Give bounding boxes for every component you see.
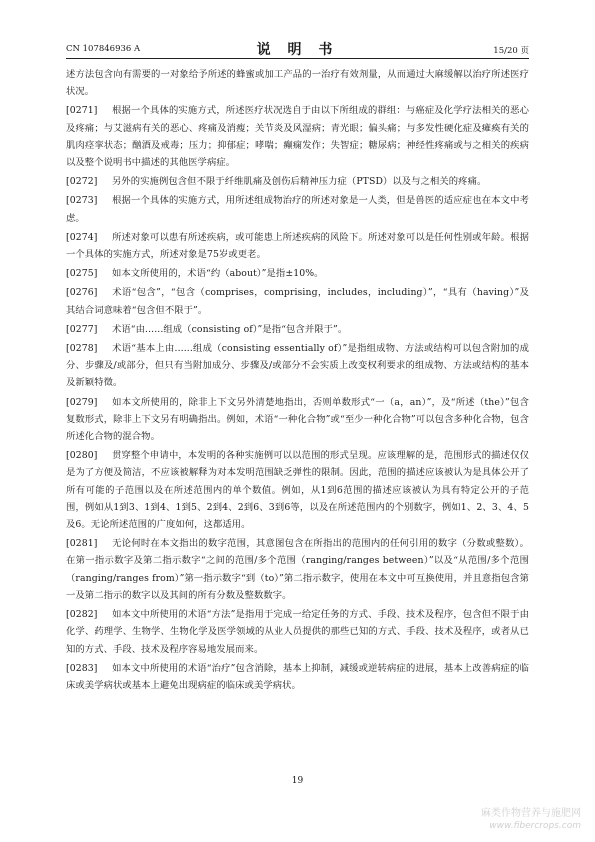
paragraph-number: [0271] [66,105,98,117]
paragraph-0278 [66,340,529,392]
paragraph-text: 无论何时在本文指出的数字范围，其意图包含在所指出的范围内的任何引用的数字（分数或整数）。在第一指示数字及第二指示数字“之间的范围/多个范围（ranging/ranges between）”以及“从范围/多个范围（ranging/ranges from）”第一指示数字“到（to）”第二指示数字，使用在本文中可互换使用，并且意指包含第一及第二指示的数字以及其间的所有分数及整数数字。 [66,538,529,601]
paragraph-0282 [66,606,529,658]
publication-number: CN 107846936 A [66,44,141,54]
paragraph-0276 [66,284,529,318]
document-body [66,66,529,696]
watermark-url: www.fibercrops.com [489,821,581,831]
paragraph-number: [0274] [66,231,98,243]
paragraph-text: 术语“基本上由......组成（consisting essentially of）”是指组成物、方法或结构可以包含附加的成分、步骤及/或部分，但只有当附加成分、步骤及/或部分不会实质上改变权利要求的组成物、方法或结构的基本及新颖特徵。 [66,343,529,389]
paragraph-text: 根据一个具体的实施方式，用所述组成物治疗的所述对象是一人类，但是兽医的适应症也在本文中考虑。 [66,195,529,224]
paragraph-number: [0283] [66,662,98,674]
paragraph-text: 术语“包含”，“包含（comprises，comprising，includes，including）”，“具有（having）”及其结合词意味着“包含但不限于”。 [66,287,529,316]
paragraph-text: 如本文中所使用的术语“方法”是指用于完成一给定任务的方式、手段、技术及程序，包含但不限于由化学、药理学、生物学、生物化学及医学领域的从业人员提供的那些已知的方式、手段、技术及程序，或者从已知的方式、手段、技术及程序容易地发展而来。 [66,609,529,655]
site-watermark [481,808,581,832]
paragraph-text: 述方法包含向有需要的一对象给予所述的蜂蜜或加工产品的一治疗有效剂量，从而通过大麻缓解以治疗所述医疗状况。 [66,69,529,98]
paragraph-text: 根据一个具体的实施方式，所述医疗状况选自于由以下所组成的群组：与癌症及化学疗法相关的恶心及疼痛；与艾滋病有关的恶心、疼痛及消瘦；关节炎及风湿病；青光眼；偏头痛；与多发性硬化症及瘫痪有关的肌肉痉挛状态；酗酒及戒毒；压力；抑郁症；哮喘；癫痫发作；失智症；糖尿病；神经性疼痛或与之相关的疾病以及整个说明书中描述的其他医学病症。 [66,105,529,169]
paragraph-text: 如本文所使用的，术语“约（about）”是指±10%。 [112,268,324,280]
page-number: 19 [291,776,304,786]
paragraph-0272 [66,173,529,190]
paragraph-0275 [66,265,529,282]
paragraph-number: [0280] [66,450,98,462]
paragraph-0280 [66,447,529,533]
paragraph-number: [0277] [66,323,98,335]
paragraph-text: 所述对象可以患有所述疾病，或可能患上所述疾病的风险下。所述对象可以是任何性别或年龄。根据一个具体的实施方式，所述对象是75岁或更老。 [66,231,529,261]
watermark-site-name: 麻类作物营养与施肥网 [481,808,581,819]
paragraph-number: [0278] [66,343,98,355]
paragraph-number: [0275] [66,268,98,280]
paragraph-0274 [66,229,529,263]
paragraph-text: 如本文中所使用的术语“治疗”包含消除，基本上抑制，减缓或逆转病症的进展，基本上改善病症的临床或美学病状或基本上避免出现病症的临床或美学病状。 [66,662,529,691]
paragraph-number: [0272] [66,176,98,188]
paragraph-number: [0276] [66,287,98,299]
document-title: 说 明 书 [256,42,339,58]
paragraph-0279 [66,394,529,446]
paragraph-0271 [66,102,529,171]
paragraph-0283 [66,660,529,694]
paragraph-number: [0273] [66,195,98,207]
page-of-total: 15/20 页 [493,46,529,56]
paragraph-number: [0282] [66,609,98,621]
paragraph-0281 [66,535,529,604]
page-header [66,38,529,59]
paragraph-continuation [66,66,529,100]
paragraph-text: 贯穿整个申请中，本发明的各种实施例可以以范围的形式呈现。应该理解的是，范围形式的描述仅仅是为了方便及简洁，不应该被解释为对本发明范围缺乏弹性的限制。因此，范围的描述应该被认为是具体公开了所有可能的子范围以及在所述范围内的单个数值。例如，从1到6范围的描述应该被认为具有特定公开的子范围，例如从1到3、1到4、1到5、2到4、2到6、3到6等，以及在所述范围内的个别数字，例如1、2、3、4、5及6。无论所述范围的广度如何，这都适用。 [66,450,529,531]
paragraph-text: 如本文所使用的，除非上下文另外清楚地指出，否则单数形式“一（a，an）”，及“所述（the）”包含复数形式，除非上下文另有明确指出。例如，术语“一种化合物”或“至少一种化合物”可以包含多种化合物，包含所述化合物的混合物。 [66,396,529,443]
paragraph-number: [0281] [66,538,98,550]
paragraph-0273 [66,192,529,226]
paragraph-text: 术语“由......组成（consisting of）”是指“包含并限于”。 [112,323,348,335]
paragraph-number: [0279] [66,396,98,408]
paragraph-text: 另外的实施例包含但不限于纤维肌痛及创伤后精神压力症（PTSD）以及与之相关的疼痛。 [112,176,487,188]
paragraph-0277 [66,321,529,338]
